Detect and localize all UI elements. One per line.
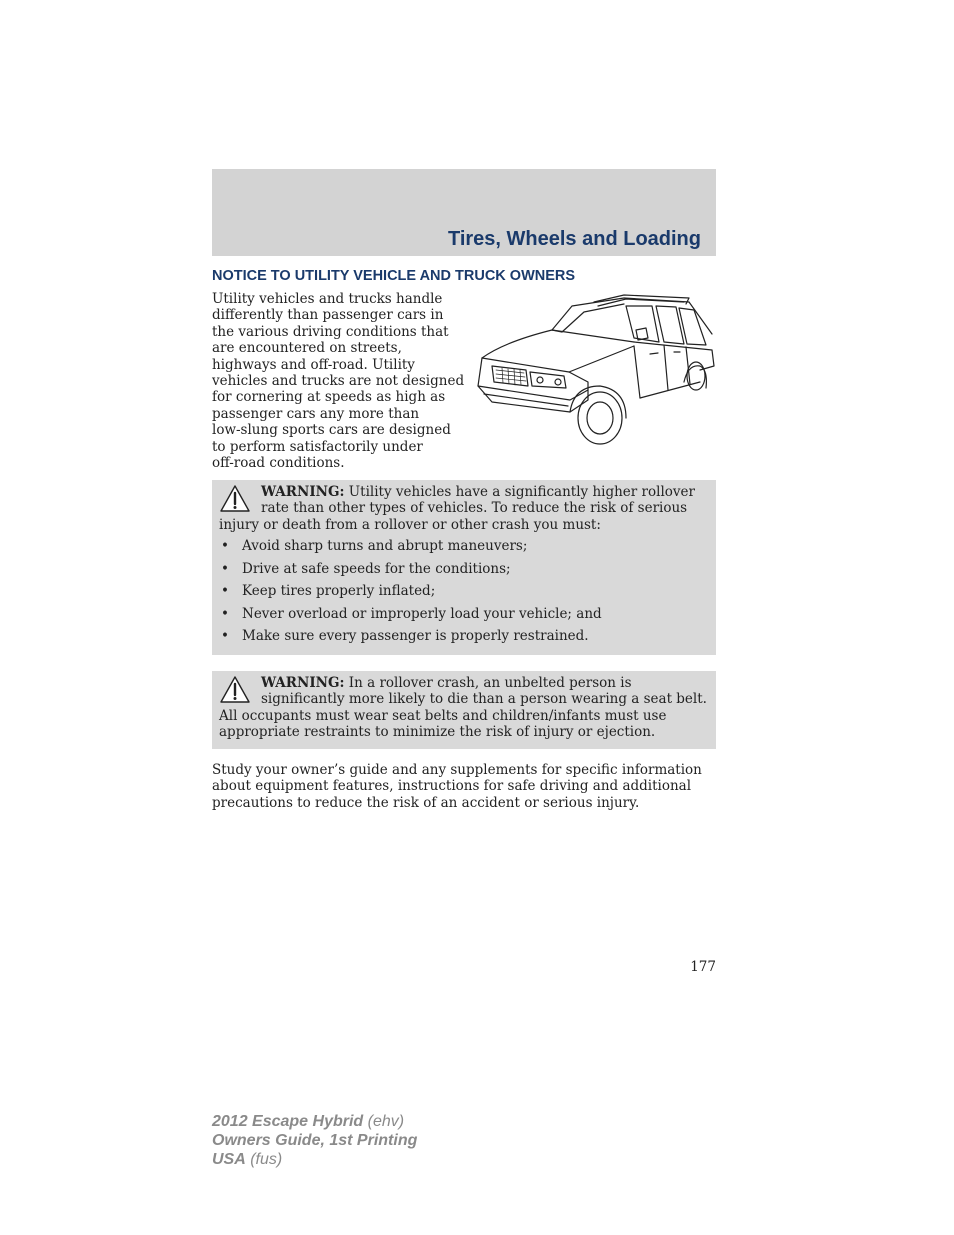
chapter-title: Tires, Wheels and Loading [447, 228, 701, 250]
warning-line: All occupants must wear seat belts and children/infants must use [219, 707, 667, 724]
closing-line: Study your owner’s guide and any supplements for specific information [212, 762, 702, 778]
warning-line: injury or death from a rollover or other crash you must: [219, 516, 601, 533]
closing-line: about equipment features, instructions for safe driving and additional [212, 778, 692, 795]
warning-first-line [219, 675, 711, 691]
intro-line: vehicles and trucks are not designed [212, 373, 465, 390]
intro-line: for cornering at speeds as high as [212, 389, 446, 406]
rollover-warning-box [212, 480, 716, 655]
warning-line: appropriate restraints to minimize the risk of injury or ejection. [219, 724, 656, 741]
warning-text [219, 675, 711, 741]
rollover-precautions-list [219, 538, 602, 651]
warning-first-line [219, 484, 711, 500]
warning-text [219, 484, 711, 533]
warning-line: In a rollover crash, an unbelted person is [344, 675, 632, 691]
intro-line: the various driving conditions that [212, 323, 449, 340]
footer-line [212, 1112, 417, 1131]
closing-line: precautions to reduce the risk of an accident or serious injury. [212, 794, 640, 811]
intro-line: passenger cars any more than [212, 405, 420, 422]
warning-label: WARNING: [261, 484, 345, 500]
footer-model-code: (ehv) [363, 1113, 405, 1130]
warning-line: rate than other types of vehicles. To reduce the risk of serious [261, 500, 688, 517]
section-heading: NOTICE TO UTILITY VEHICLE AND TRUCK OWNERS [212, 268, 576, 284]
list-item: • Drive at safe speeds for the conditions; [219, 561, 602, 577]
intro-line: are encountered on streets, [212, 340, 402, 357]
intro-line: to perform satisfactorily under [212, 438, 423, 455]
document-footer [212, 1112, 417, 1169]
list-item: • Make sure every passenger is properly restrained. [219, 628, 602, 644]
footer-edition: Owners Guide, 1st Printing [212, 1132, 418, 1149]
footer-market: USA [212, 1151, 246, 1168]
warning-line: significantly more likely to die than a person wearing a seat belt. [261, 691, 707, 708]
warning-line: Utility vehicles have a significantly higher rollover [344, 484, 695, 500]
seatbelt-warning-box [212, 671, 716, 749]
intro-line: highways and off-road. Utility [212, 356, 415, 373]
intro-line: Utility vehicles and trucks handle [212, 291, 443, 307]
page-number: 177 [690, 959, 716, 975]
warning-label: WARNING: [261, 675, 345, 691]
section-header-band [212, 169, 716, 256]
list-item: • Never overload or improperly load your vehicle; and [219, 606, 602, 622]
list-item: • Keep tires properly inflated; [219, 583, 602, 599]
intro-line: off-road conditions. [212, 455, 345, 472]
intro-line: low-slung sports cars are designed [212, 422, 451, 439]
closing-paragraph [212, 762, 716, 811]
suv-illustration [474, 290, 718, 446]
footer-model: 2012 Escape Hybrid [212, 1113, 364, 1130]
intro-line: differently than passenger cars in [212, 307, 444, 324]
footer-line [212, 1150, 417, 1169]
list-item: • Avoid sharp turns and abrupt maneuvers; [219, 538, 602, 554]
footer-market-code: (fus) [245, 1151, 283, 1168]
intro-paragraph [212, 291, 470, 471]
